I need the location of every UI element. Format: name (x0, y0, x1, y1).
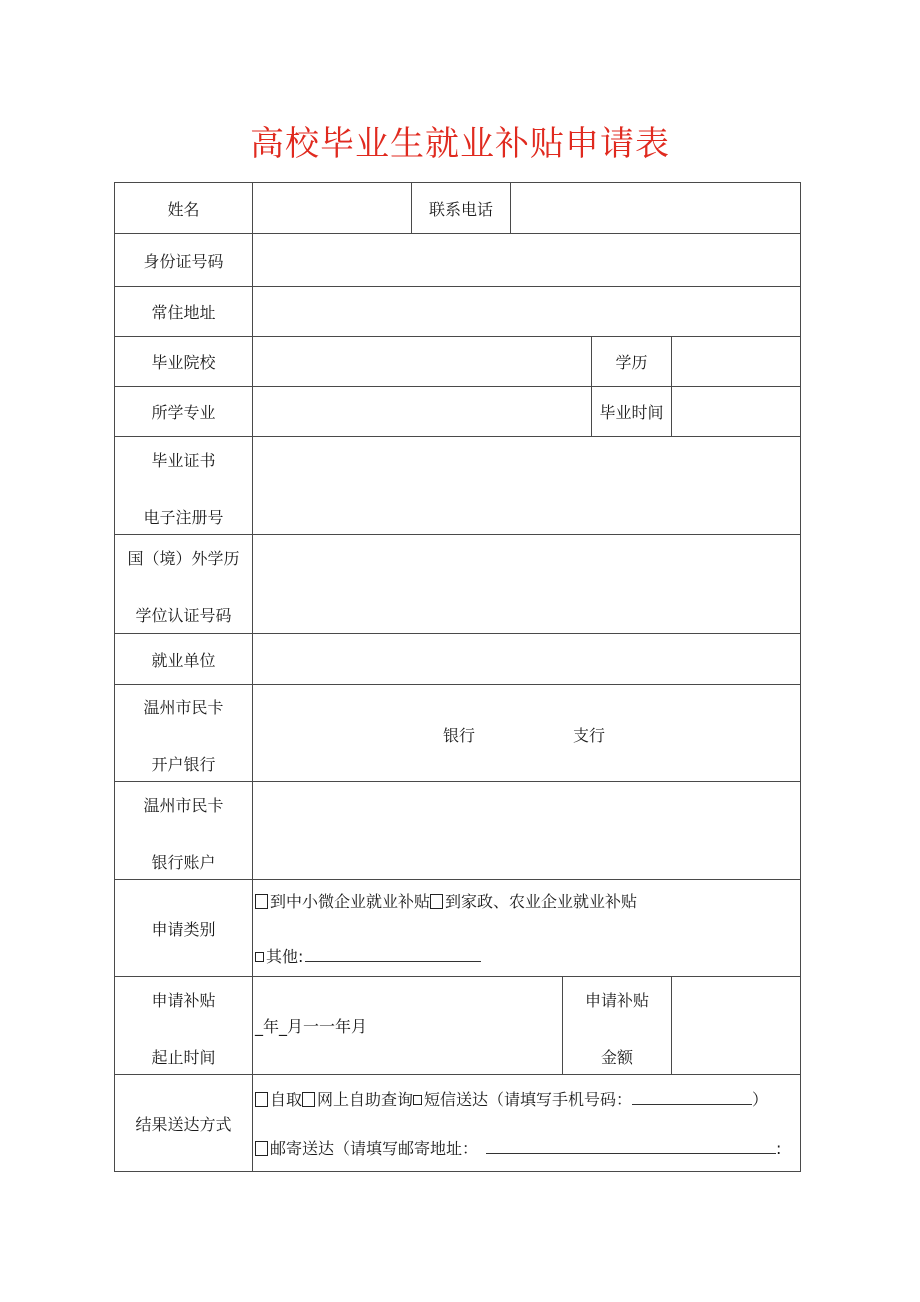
bank-label-line2: 开户银行 (151, 755, 216, 774)
phone-field[interactable] (511, 183, 801, 234)
employer-field[interactable] (253, 634, 801, 685)
address-field[interactable] (253, 287, 801, 337)
id-number-label: 身份证号码 (115, 234, 253, 287)
account-label-line2: 银行账户 (151, 852, 216, 872)
row-bank (115, 685, 801, 782)
grad-time-label: 毕业时间 (592, 387, 672, 437)
account-field[interactable] (253, 782, 801, 880)
row-major (115, 387, 801, 437)
period-label (115, 977, 253, 1075)
category-option2-text: 到家政、农业企业就业补贴 (445, 892, 638, 911)
delivery-sms-text: 短信送达（请填写手机号码： (424, 1090, 633, 1109)
row-address (115, 287, 801, 337)
form-title: 高校毕业生就业补贴申请表 (250, 124, 670, 164)
category-option2-checkbox[interactable] (430, 894, 443, 909)
amount-label (563, 977, 672, 1075)
category-options (253, 880, 801, 977)
delivery-label: 结果送达方式 (115, 1075, 253, 1172)
row-period (115, 977, 801, 1075)
delivery-mail-checkbox[interactable] (255, 1141, 268, 1156)
bank-label (115, 685, 253, 782)
delivery-self-checkbox[interactable] (255, 1092, 268, 1107)
major-field[interactable] (253, 387, 592, 437)
row-id-number (115, 234, 801, 287)
amount-field[interactable] (672, 977, 801, 1075)
employer-label: 就业单位 (115, 634, 253, 685)
delivery-online-text: 网上自助查询 (317, 1090, 414, 1109)
delivery-mail-close: : (776, 1139, 782, 1158)
category-other-text: 其他: (266, 947, 304, 966)
category-option1-text: 到中小微企业就业补贴 (270, 892, 431, 911)
bank-word: 银行 (443, 726, 476, 745)
amount-label-line2: 金额 (600, 1047, 633, 1067)
category-other-checkbox[interactable] (255, 952, 264, 962)
foreign-degree-label (115, 535, 253, 634)
foreign-degree-label-line1: 国（境）外学历 (127, 549, 240, 568)
period-label-line1: 申请补贴 (151, 990, 216, 1010)
row-school (115, 337, 801, 387)
major-label: 所学专业 (115, 387, 253, 437)
foreign-degree-label-line2: 学位认证号码 (135, 606, 232, 625)
row-certificate (115, 437, 801, 535)
delivery-sms-close: ） (752, 1090, 769, 1109)
delivery-online-checkbox[interactable] (302, 1092, 315, 1107)
phone-label: 联系电话 (412, 183, 511, 234)
degree-label: 学历 (592, 337, 672, 387)
account-label-line1: 温州市民卡 (143, 795, 224, 815)
account-label (115, 782, 253, 880)
row-category (115, 880, 801, 977)
row-account (115, 782, 801, 880)
period-label-line2: 起止时间 (151, 1047, 216, 1067)
period-dates[interactable]: _年_月一一年月 (253, 977, 563, 1075)
foreign-degree-field[interactable] (253, 535, 801, 634)
category-option1-checkbox[interactable] (255, 894, 268, 909)
delivery-sms-checkbox[interactable] (413, 1095, 422, 1105)
school-label: 毕业院校 (115, 337, 253, 387)
certificate-field[interactable] (253, 437, 801, 535)
grad-time-field[interactable] (672, 387, 801, 437)
delivery-self-text: 自取 (270, 1090, 303, 1109)
delivery-options (253, 1075, 801, 1172)
school-field[interactable] (253, 337, 592, 387)
application-form (114, 182, 801, 1172)
row-foreign-degree (115, 535, 801, 634)
name-field[interactable] (253, 183, 412, 234)
category-other-blank[interactable] (305, 947, 481, 962)
address-label: 常住地址 (115, 287, 253, 337)
delivery-mail-text: 邮寄送达（请填写邮寄地址： (270, 1139, 479, 1158)
degree-field[interactable] (672, 337, 801, 387)
name-label: 姓名 (115, 183, 253, 234)
branch-word: 支行 (573, 726, 606, 745)
certificate-label-line2: 电子注册号 (143, 507, 224, 527)
amount-label-line1: 申请补贴 (584, 990, 649, 1010)
certificate-label (115, 437, 253, 535)
mail-address-blank[interactable] (486, 1139, 776, 1154)
category-label: 申请类别 (115, 880, 253, 977)
row-name (115, 183, 801, 234)
bank-field[interactable] (253, 685, 801, 782)
id-number-field[interactable] (253, 234, 801, 287)
row-employer (115, 634, 801, 685)
row-delivery (115, 1075, 801, 1172)
sms-phone-blank[interactable] (632, 1090, 752, 1105)
bank-label-line1: 温州市民卡 (143, 698, 224, 717)
certificate-label-line1: 毕业证书 (151, 450, 216, 470)
